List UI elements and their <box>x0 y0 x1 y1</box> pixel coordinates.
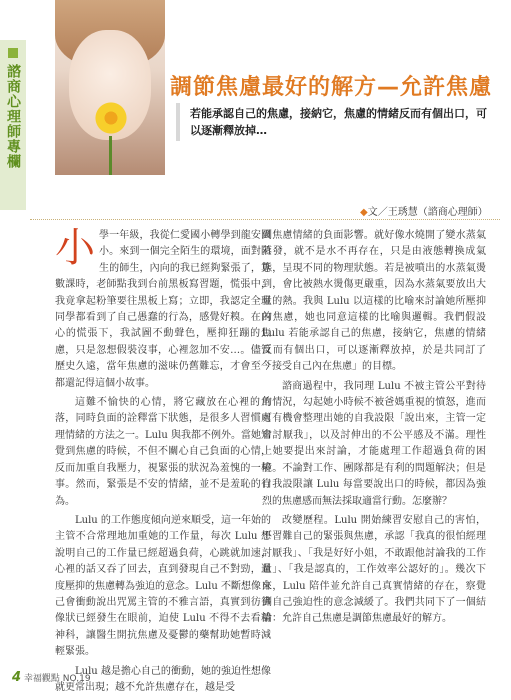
author-line <box>360 203 488 218</box>
section-tab <box>0 40 26 210</box>
page-number: 4 <box>12 670 22 685</box>
section-tab-marker <box>8 48 18 58</box>
paragraph: Lulu 的工作態度傾向逆來順受，這一年始的主管不合常理地加重她的工作量，每次 Lulu 想說明自己的工作量已經超過負荷，心跳就加速，心裡的話又吞了回去，直到發現自己不對勁，過度壓抑的焦慮轉為強迫的意念。Lulu 不斷想像自己會衝動說出咒罵主管的不雅言語，真實到彷彿像狀已經發生在眼前，迫使 Lulu 不得不去看精神科，讓醫生開抗焦慮及憂鬱的藥幫助她暫時減輕緊張。 <box>55 514 271 658</box>
child-with-flower-photo <box>55 0 165 175</box>
paragraph: 改變歷程。Lulu 開始練習安慰自己的害怕，不習難自己的緊張與焦慮，承認「我真的很怕經理討厭我」、「我是好好小姐，不敢跟他討論我的工作量」、「我是認真的，工作效率公認好的」。幾次下來，Lulu 陪伴並允許自己真實情緒的存在，察覺到自己強迫性的意念減緩了。我們共同下了一個結論：允許自己焦慮是調節焦慮最好的解方。 <box>262 514 486 625</box>
paragraph: Lulu 越是擔心自己的衝動，她的強迫性想像就更常出現；越不允許焦慮存在，越是受 <box>55 665 271 693</box>
paragraph: 諮商過程中，我同理 Lulu 不被主管公平對待的情況，勾起她小時候不被爸媽重視的憤怒，進而可有機會整理出她的自我設限「說出來，主管一定會討厭我」，以及討伸出的不公平感及不滿。理性上她要提出來討論，才能處理工作超過負荷的困境。不論對工作、團隊都是有利的問題解決；但是自我設限讓 Lulu 每當要說出口的時候，都因為強烈的焦慮感而無法採取適當行動。怎麼辦？ <box>262 380 486 507</box>
right-column <box>262 228 486 631</box>
flower-icon <box>93 100 129 136</box>
magazine-name: 幸福觀點 NO.19 <box>23 674 91 684</box>
paragraph: 這難不愉快的心情，將它藏放在心裡的角落，同時負面的詮釋當下狀態，是很多人習慣處理情緒的方法之一。Lulu 與我都不例外。當她知覺到焦慮的時候，不但不關心自己負面的心情，反而加重自我壓力，視緊張的狀況為羞愧的一樁事。然而，緊張是不安的情緒，並不是羞恥的行為。 <box>55 397 271 507</box>
paragraph: 到焦慮情緒的負面影響。就好像水燒開了變水蒸氣蒸發，就不是水不再存在，只是由液態轉換成氣態，呈現不同的物理狀態。若是被噴出的水蒸氣燙到，會比被熱水燙傷更嚴重，因為水蒸氣要放出大量的熱。我與 Lulu 以這樣的比喻來討論她所壓抑的焦慮，她也同意這樣的比喻與邏輯。我們假設 Lulu 若能承認自己的焦慮，接納它，焦慮的情緒反而有個出口，可以逐漸釋放掉，於是共同訂了「接受自己內在焦慮」的目標。 <box>262 230 486 373</box>
article-lead: 若能承認自己的焦慮，接納它，焦慮的情緒反而有個出口，可以逐漸釋放掉… <box>176 103 490 141</box>
article-title: 調節焦慮最好的解方—允許焦慮 <box>170 75 493 100</box>
diamond-icon: ◆ <box>360 207 368 218</box>
page-footer <box>12 670 91 685</box>
divider <box>30 219 500 220</box>
drop-cap: 小 <box>55 225 95 271</box>
left-column <box>55 225 271 699</box>
paragraph: 小學一年級，我從仁愛國小轉學到龍安國小。來到一個完全陌生的環境，面對陌生的師生，內向的我已經夠緊張了，算數課時，老師點我到台前黑板寫習題，慌張中，我竟拿起粉筆要往黑板上寫；立即，我認定全班同學都看到了自己愚蠢的行為，感覺好糗。在內心的慌張下，我試圖不動聲色，壓抑狂蹦的焦慮，只是忽想假裝沒事，心裡忽加不安…。儘管歷史久遠，當年焦慮的滋味仍舊難忘，才會至今都還記得這個小故事。 <box>55 225 271 389</box>
section-tab-label: 諮商心理師專欄 <box>5 64 21 169</box>
author-name: 文／王琇慧（諮商心理師） <box>367 207 488 218</box>
